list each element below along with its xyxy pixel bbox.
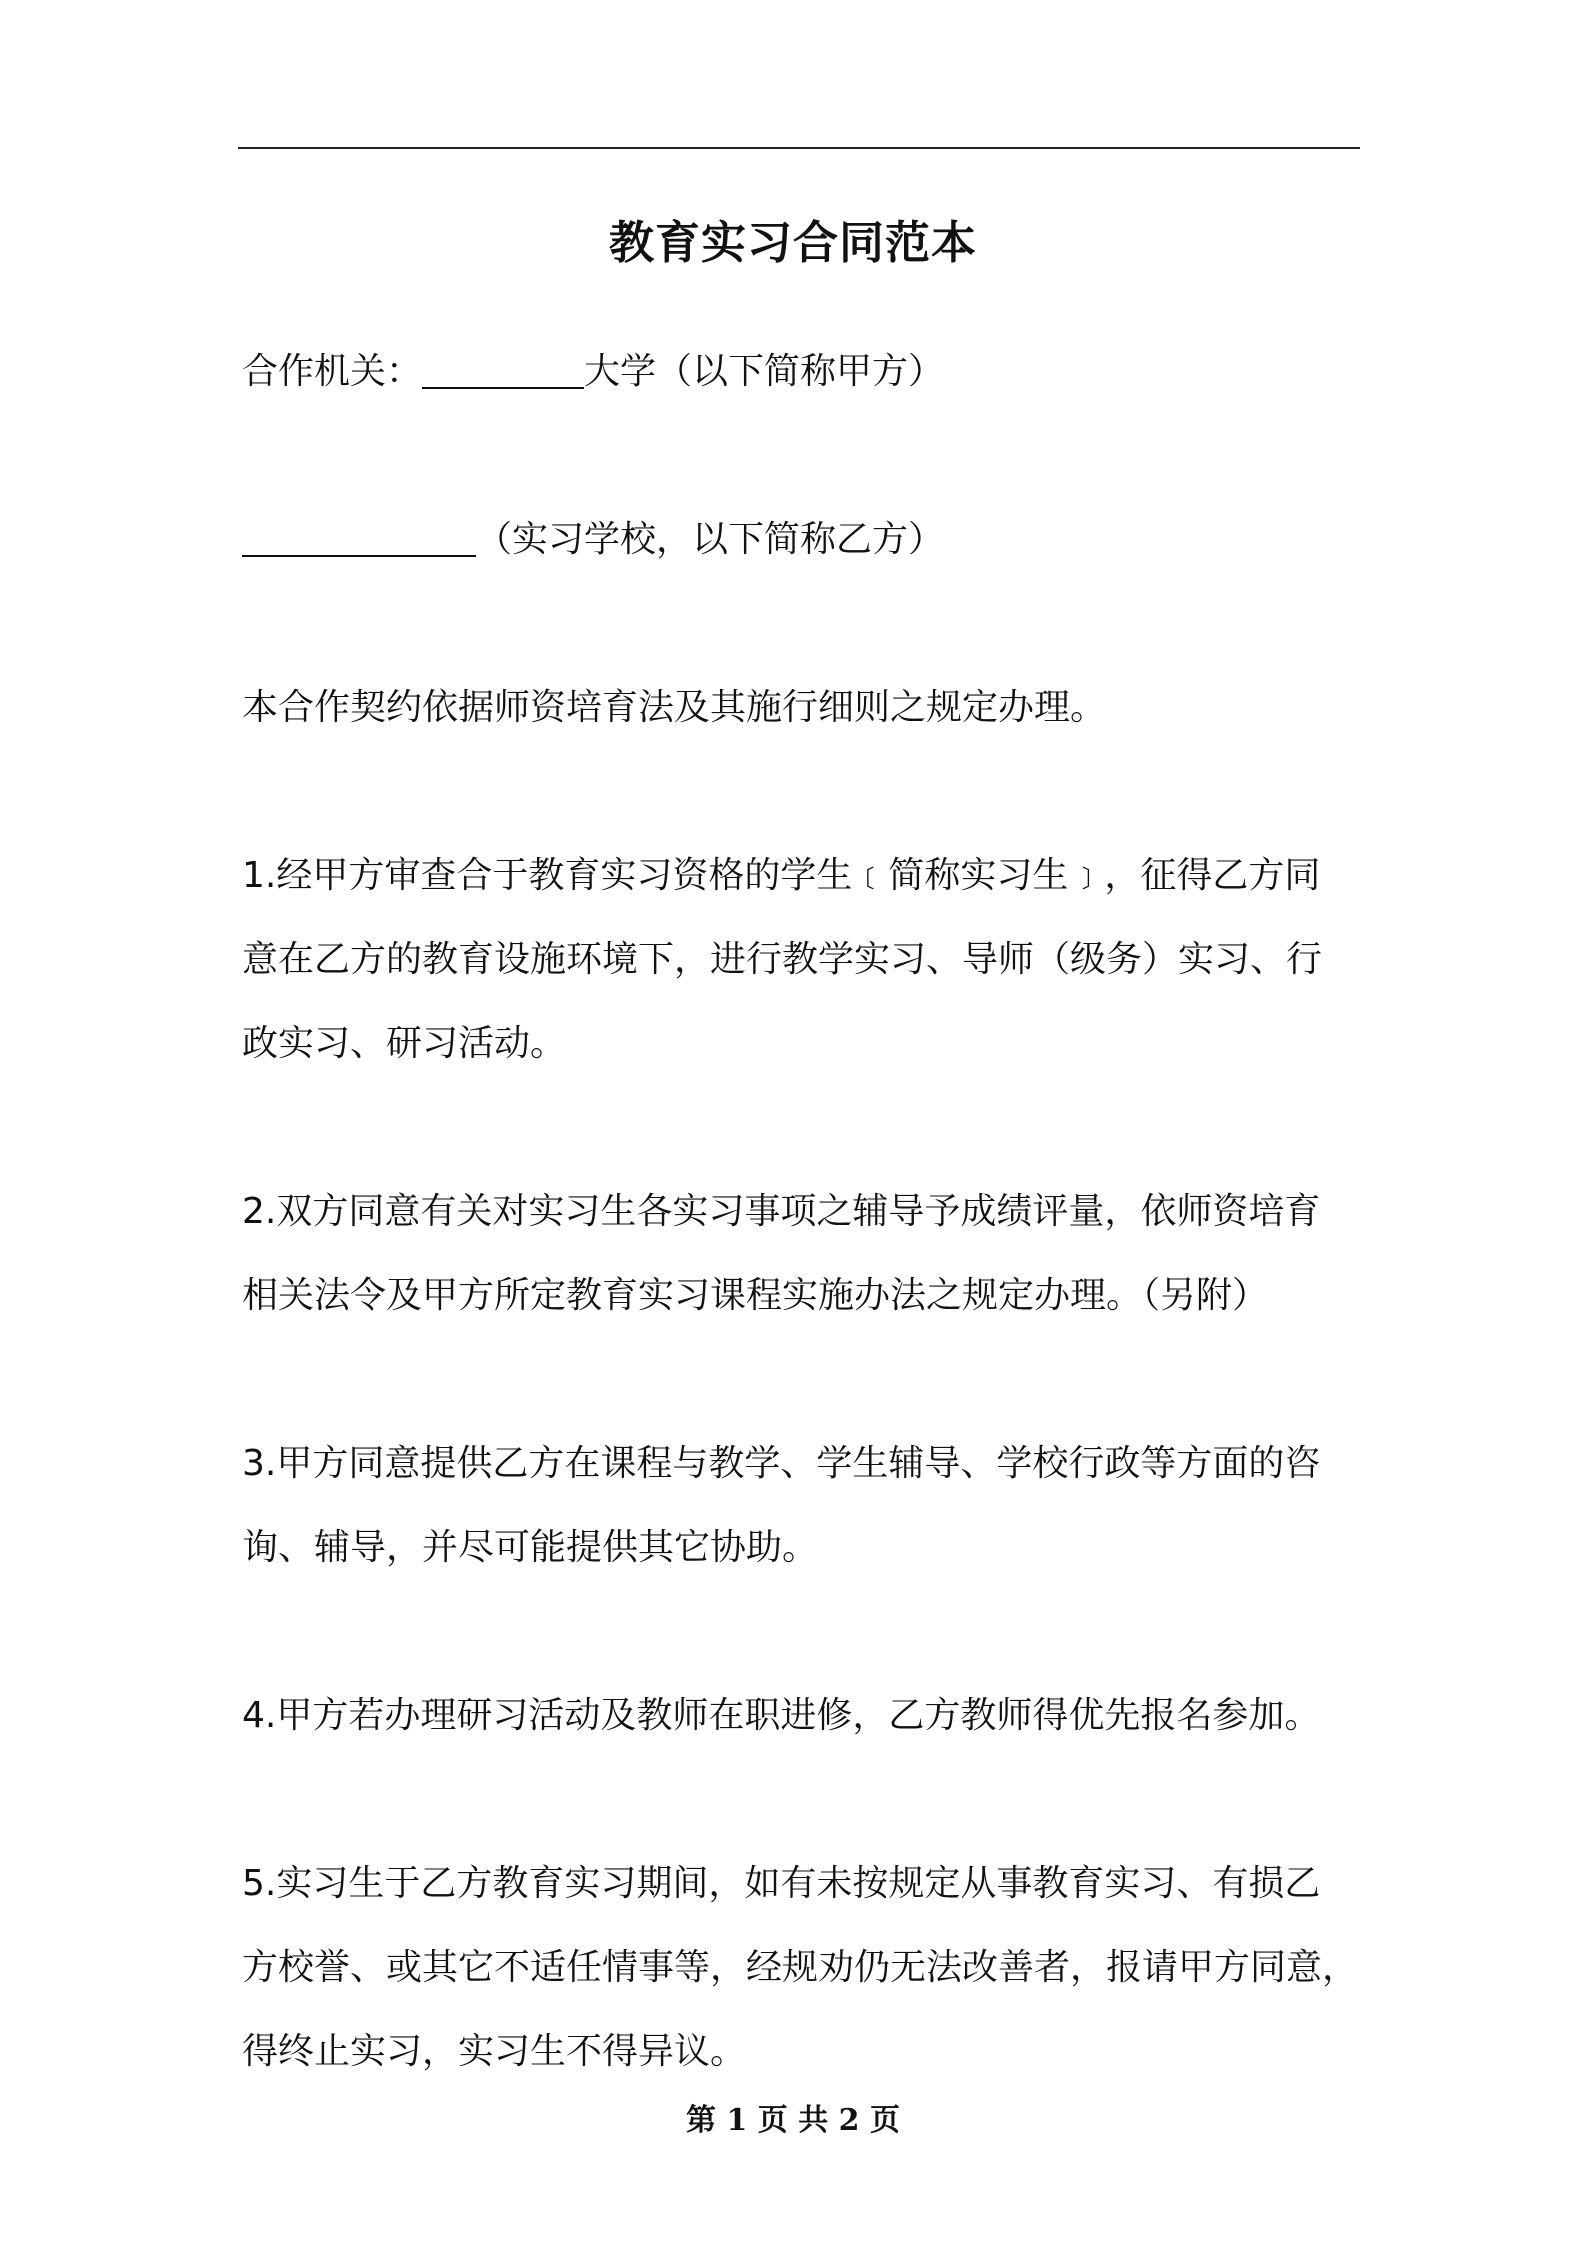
party-b-fill-blank xyxy=(242,515,476,557)
clause-line: 2.双方同意有关对实习生各实习事项之辅导予成绩评量，依师资培育 xyxy=(242,1191,1321,1232)
document-body xyxy=(242,330,1387,2094)
clause-line: 意在乙方的教育设施环境下，进行教学实习、导师（级务）实习、行 xyxy=(242,939,1323,980)
clause-4 xyxy=(242,1674,1387,1758)
clause-3 xyxy=(242,1422,1387,1590)
intro-paragraph: 本合作契约依据师资培育法及其施行细则之规定办理。 xyxy=(242,687,1107,728)
clause-line: 4.甲方若办理研习活动及教师在职进修，乙方教师得优先报名参加。 xyxy=(242,1695,1321,1736)
clause-line: 得终止实习，实习生不得异议。 xyxy=(242,2031,747,2072)
party-a-prefix: 合作机关： xyxy=(242,351,423,392)
party-a-fill-blank xyxy=(422,347,584,389)
clause-line: 3.甲方同意提供乙方在课程与教学、学生辅导、学校行政等方面的咨 xyxy=(242,1443,1321,1484)
document-title: 教育实习合同范本 xyxy=(608,216,977,269)
clause-1 xyxy=(242,834,1387,1086)
clause-line: 方校誉、或其它不适任情事等，经规劝仍无法改善者，报请甲方同意， xyxy=(242,1947,1359,1988)
page-number-footer: 第 1 页 共 2 页 xyxy=(686,2103,900,2138)
party-a-line xyxy=(242,330,1387,414)
party-a-suffix: 大学（以下简称甲方） xyxy=(584,351,945,392)
party-b-line xyxy=(242,498,1387,582)
clause-line: 政实习、研习活动。 xyxy=(242,1023,567,1064)
clause-line: 相关法令及甲方所定教育实习课程实施办法之规定办理。（另附） xyxy=(242,1275,1269,1316)
party-b-suffix: （实习学校，以下简称乙方） xyxy=(476,519,945,560)
header-rule xyxy=(238,147,1360,149)
clause-line: 询、辅导，并尽可能提供其它协助。 xyxy=(242,1527,819,1568)
clause-5 xyxy=(242,1842,1387,2094)
clause-line: 5.实习生于乙方教育实习期间，如有未按规定从事教育实习、有损乙 xyxy=(242,1863,1321,1904)
clause-line: 1.经甲方审查合于教育实习资格的学生﹝简称实习生﹞，征得乙方同 xyxy=(242,855,1321,896)
clause-2 xyxy=(242,1170,1387,1338)
